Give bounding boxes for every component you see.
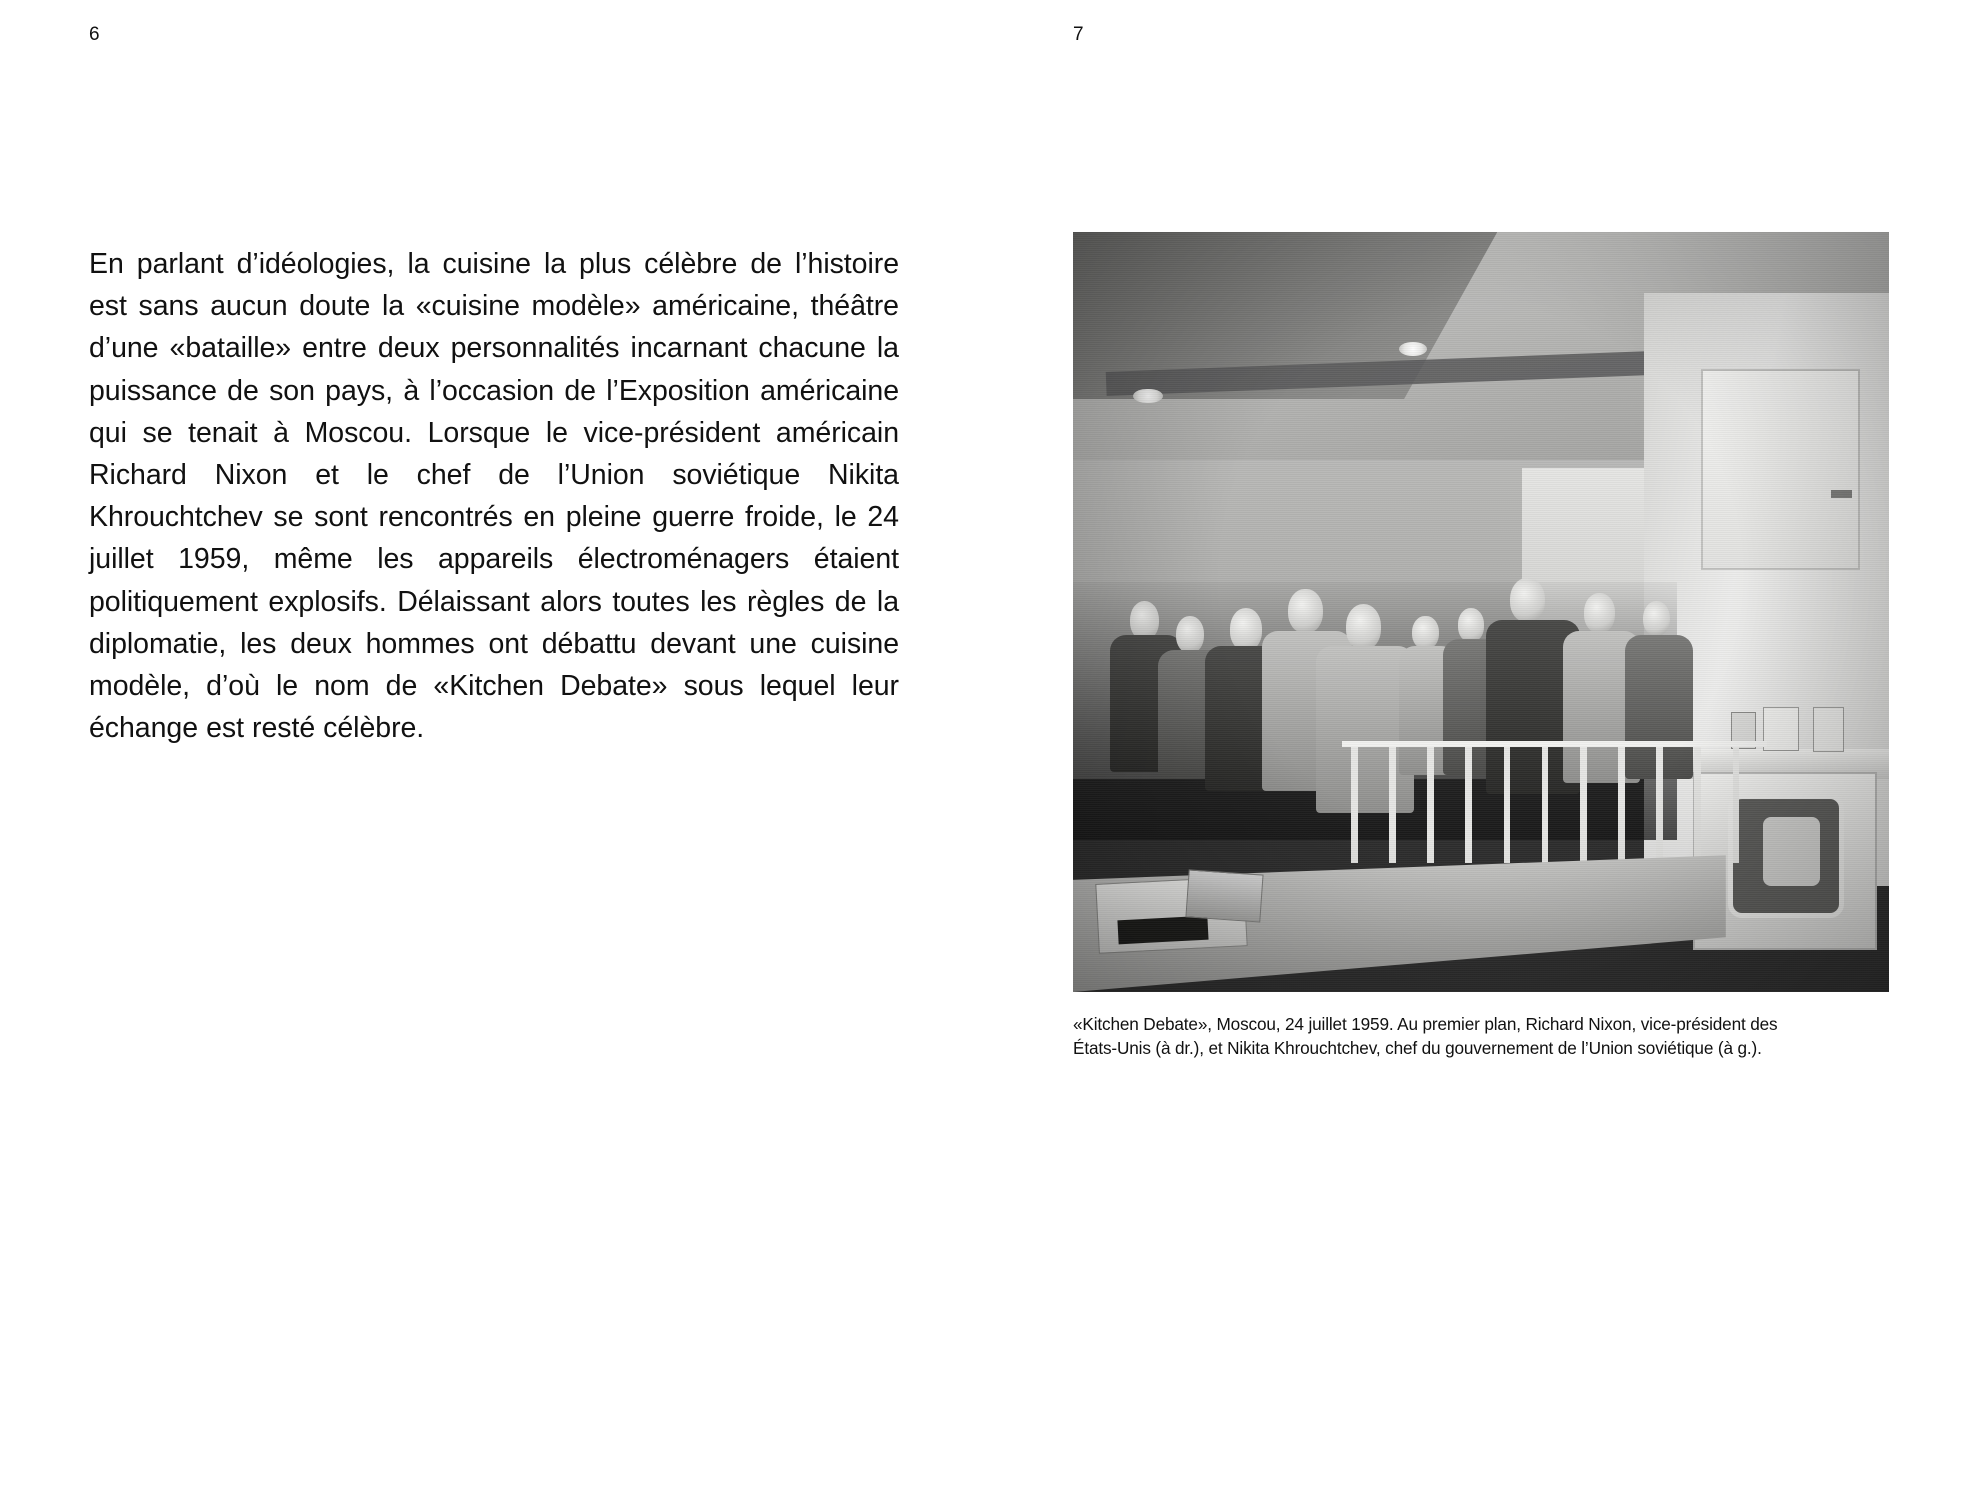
photo-rail-bar <box>1427 747 1434 863</box>
photo-rail-bar <box>1733 747 1740 863</box>
page-number-left: 6 <box>89 24 100 45</box>
photo-rail-bar <box>1656 747 1663 863</box>
caption-line-1: «Kitchen Debate», Moscou, 24 juillet 1959. Au premier plan, Richard Nixon, vice-président des <box>1073 1014 1778 1034</box>
photo-person-head <box>1176 616 1204 653</box>
photo-wall-cabinet <box>1701 369 1860 571</box>
photo-rail-bar <box>1465 747 1472 863</box>
photo-person-head <box>1643 601 1671 637</box>
photo-person-head-khrushchev <box>1346 604 1382 650</box>
photo-person-head <box>1230 608 1263 651</box>
photo-rail-bar <box>1694 747 1701 863</box>
caption-line-2: États-Unis (à dr.), et Nikita Khrouchtchev, chef du gouvernement de l’Union soviétique (à g.). <box>1073 1038 1762 1058</box>
photo-downlight <box>1133 389 1162 403</box>
photo-kitchen-debate <box>1073 232 1889 992</box>
photo-rail-bar <box>1618 747 1625 863</box>
photo-person-head-nixon <box>1510 578 1544 622</box>
photo-package-label <box>1117 916 1208 945</box>
photo-washer-window <box>1763 817 1820 885</box>
figure-caption <box>1073 1012 1893 1060</box>
figure-kitchen-debate <box>1073 232 1889 992</box>
photo-foreground-package <box>1186 870 1265 923</box>
photo-rail-bar <box>1504 747 1511 863</box>
photo-person-head <box>1288 589 1322 633</box>
photo-barrier-rail <box>1342 741 1766 863</box>
photo-cabinet-handle <box>1831 490 1852 498</box>
photo-rail-top <box>1342 741 1766 747</box>
photo-rail-bar <box>1389 747 1396 863</box>
photo-product-box <box>1763 707 1799 751</box>
photo-person-head <box>1412 616 1438 649</box>
photo-person-head <box>1458 608 1484 641</box>
photo-rail-bar <box>1542 747 1549 863</box>
photo-product-box <box>1813 707 1844 752</box>
page-number-right: 7 <box>1073 24 1084 45</box>
photo-downlight <box>1399 342 1427 356</box>
body-paragraph: En parlant d’idéologies, la cuisine la plus célèbre de l’histoire est sans aucun doute la «cuisine modèle» américaine, théâtre d’une «bataille» entre deux personnalités incarnant chacune la puissance de son pays, à l’occasion de l’Exposition américaine qui se tenait à Moscou. Lorsque le vice-président américain Richard Nixon et le chef de l’Union soviétique Nikita Khrouchtchev se sont rencontrés en pleine guerre froide, le 24 juillet 1959, même les appareils électroménagers étaient politiquement explosifs. Délaissant alors toutes les règles de la diplomatie, les deux hommes ont débattu devant une cuisine modèle, d’où le nom de «Kitchen Debate» sous lequel leur échange est resté célèbre. <box>89 248 899 745</box>
photo-rail-bar <box>1580 747 1587 863</box>
photo-rail-bar <box>1351 747 1358 863</box>
photo-person-head <box>1584 593 1615 633</box>
